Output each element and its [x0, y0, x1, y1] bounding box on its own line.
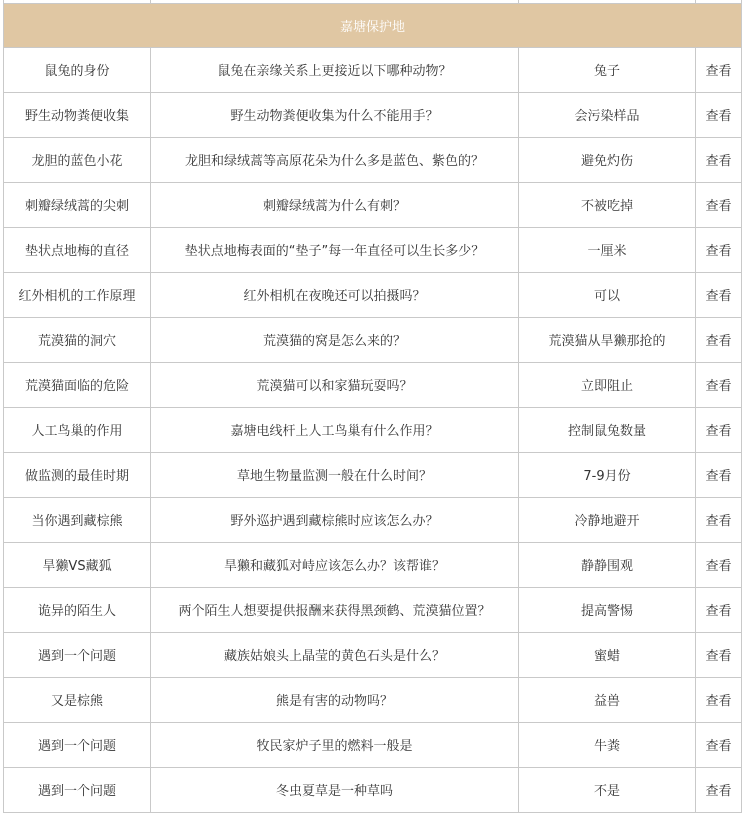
answer-cell: 荒漠猫从旱獭那抢的 [519, 317, 696, 362]
table-row [4, 182, 742, 227]
topic-cell: 旱獭VS藏狐 [4, 542, 151, 587]
answer-cell: 控制鼠兔数量 [519, 407, 696, 452]
table-row [4, 677, 742, 722]
table-row [4, 407, 742, 452]
answer-cell: 提高警惕 [519, 587, 696, 632]
question-cell: 旱獭和藏狐对峙应该怎么办？该帮谁？ [151, 542, 519, 587]
view-button[interactable]: 查看 [696, 587, 742, 632]
topic-cell: 垫状点地梅的直径 [4, 227, 151, 272]
topic-cell: 野生动物粪便收集 [4, 92, 151, 137]
table-row [4, 587, 742, 632]
table-row [4, 452, 742, 497]
topic-cell: 遇到一个问题 [4, 767, 151, 812]
answer-cell: 静静围观 [519, 542, 696, 587]
topic-cell: 红外相机的工作原理 [4, 272, 151, 317]
topic-cell: 遇到一个问题 [4, 632, 151, 677]
topic-cell: 刺瓣绿绒蒿的尖刺 [4, 182, 151, 227]
question-cell: 藏族姑娘头上晶莹的黄色石头是什么？ [151, 632, 519, 677]
question-cell: 两个陌生人想要提供报酬来获得黑颈鹤、荒漠猫位置？ [151, 587, 519, 632]
topic-cell: 龙胆的蓝色小花 [4, 137, 151, 182]
topic-cell: 鼠兔的身份 [4, 47, 151, 92]
view-button[interactable]: 查看 [696, 767, 742, 812]
view-button[interactable]: 查看 [696, 452, 742, 497]
answer-cell: 蜜蜡 [519, 632, 696, 677]
view-button[interactable]: 查看 [696, 722, 742, 767]
table-row [4, 362, 742, 407]
view-button[interactable]: 查看 [696, 272, 742, 317]
question-cell: 刺瓣绿绒蒿为什么有刺？ [151, 182, 519, 227]
view-button[interactable]: 查看 [696, 407, 742, 452]
table-row [4, 47, 742, 92]
view-button[interactable]: 查看 [696, 677, 742, 722]
answer-cell: 益兽 [519, 677, 696, 722]
question-cell: 鼠兔在亲缘关系上更接近以下哪种动物？ [151, 47, 519, 92]
table-row [4, 767, 742, 812]
view-button[interactable]: 查看 [696, 362, 742, 407]
table-row [4, 227, 742, 272]
table-row [4, 272, 742, 317]
answer-cell: 冷静地避开 [519, 497, 696, 542]
question-cell: 荒漠猫可以和家猫玩耍吗？ [151, 362, 519, 407]
answer-cell: 牛粪 [519, 722, 696, 767]
topic-cell: 遇到一个问题 [4, 722, 151, 767]
answer-cell: 不是 [519, 767, 696, 812]
question-cell: 龙胆和绿绒蒿等高原花朵为什么多是蓝色、紫色的？ [151, 137, 519, 182]
section-title: 嘉塘保护地 [4, 3, 742, 47]
answer-cell: 一厘米 [519, 227, 696, 272]
question-cell: 垫状点地梅表面的“垫子”每一年直径可以生长多少？ [151, 227, 519, 272]
question-cell: 野外巡护遇到藏棕熊时应该怎么办？ [151, 497, 519, 542]
answer-cell: 立即阻止 [519, 362, 696, 407]
topic-cell: 又是棕熊 [4, 677, 151, 722]
table-row [4, 317, 742, 362]
answer-cell: 兔子 [519, 47, 696, 92]
topic-cell: 当你遇到藏棕熊 [4, 497, 151, 542]
question-cell: 嘉塘电线杆上人工鸟巢有什么作用？ [151, 407, 519, 452]
answer-cell: 不被吃掉 [519, 182, 696, 227]
table-row [4, 542, 742, 587]
topic-cell: 做监测的最佳时期 [4, 452, 151, 497]
quiz-table-body [4, 0, 742, 812]
table-row [4, 722, 742, 767]
question-cell: 荒漠猫的窝是怎么来的？ [151, 317, 519, 362]
view-button[interactable]: 查看 [696, 542, 742, 587]
answer-cell: 可以 [519, 272, 696, 317]
table-row [4, 92, 742, 137]
view-button[interactable]: 查看 [696, 227, 742, 272]
answer-cell: 7-9月份 [519, 452, 696, 497]
question-cell: 冬虫夏草是一种草吗 [151, 767, 519, 812]
table-row [4, 632, 742, 677]
topic-cell: 荒漠猫面临的危险 [4, 362, 151, 407]
question-cell: 牧民家炉子里的燃料一般是 [151, 722, 519, 767]
view-button[interactable]: 查看 [696, 497, 742, 542]
question-cell: 红外相机在夜晚还可以拍摄吗？ [151, 272, 519, 317]
view-button[interactable]: 查看 [696, 317, 742, 362]
question-cell: 熊是有害的动物吗？ [151, 677, 519, 722]
view-button[interactable]: 查看 [696, 47, 742, 92]
topic-cell: 荒漠猫的洞穴 [4, 317, 151, 362]
topic-cell: 诡异的陌生人 [4, 587, 151, 632]
view-button[interactable]: 查看 [696, 137, 742, 182]
question-cell: 野生动物粪便收集为什么不能用手？ [151, 92, 519, 137]
answer-cell: 会污染样品 [519, 92, 696, 137]
view-button[interactable]: 查看 [696, 182, 742, 227]
view-button[interactable]: 查看 [696, 632, 742, 677]
section-header-row [4, 3, 742, 47]
quiz-table-container [3, 0, 741, 813]
table-row [4, 137, 742, 182]
answer-cell: 避免灼伤 [519, 137, 696, 182]
topic-cell: 人工鸟巢的作用 [4, 407, 151, 452]
question-cell: 草地生物量监测一般在什么时间？ [151, 452, 519, 497]
table-row [4, 497, 742, 542]
quiz-table [3, 0, 742, 813]
view-button[interactable]: 查看 [696, 92, 742, 137]
